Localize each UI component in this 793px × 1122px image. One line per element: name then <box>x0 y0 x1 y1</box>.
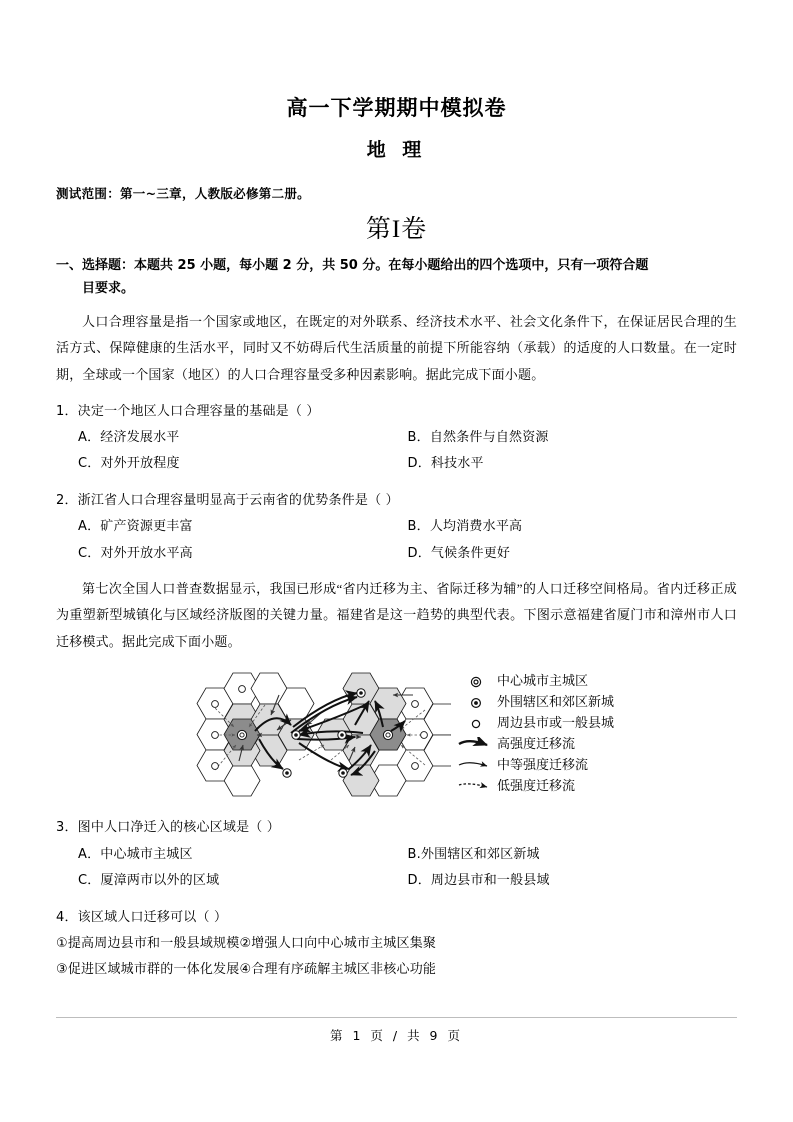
question-2-stem: 2．浙江省人口合理容量明显高于云南省的优势条件是（ ） <box>56 493 399 509</box>
question-3-options <box>56 842 737 895</box>
instruction-block <box>56 255 737 301</box>
question-2-options <box>56 514 737 567</box>
double-circle-icon <box>455 674 497 690</box>
legend-label-suburban: 外围辖区和郊区新城 <box>496 695 614 711</box>
legend-row-low-flow <box>455 776 614 797</box>
passage-migration: 第七次全国人口普查数据显示，我国已形成“省内迁移为主、省际迁移为辅”的人口迁移空间格局。省内迁移正成为重塑新型城镇化与区域经济版图的关键力量。福建省是这一趋势的典型代表。下图示意福建省厦门市和漳州市人口迁移模式。据此完成下面小题。 <box>56 580 737 649</box>
question-3 <box>56 818 737 894</box>
page-footer: 第 1 页 / 共 9 页 <box>330 1028 463 1043</box>
question-1-option-a[interactable]: A．经济发展水平 <box>78 429 180 445</box>
section-title: 第I卷 <box>365 215 428 243</box>
question-2-option-c[interactable]: C．对外开放水平高 <box>78 545 193 561</box>
dot-circle-icon <box>455 695 497 711</box>
question-1-option-b[interactable]: B．自然条件与自然资源 <box>407 429 549 445</box>
legend-label-low-flow: 低强度迁移流 <box>496 779 575 795</box>
medium-arrow-icon <box>455 758 497 774</box>
question-2-option-d[interactable]: D．气候条件更好 <box>407 545 511 561</box>
question-1-option-c[interactable]: C．对外开放程度 <box>78 456 180 472</box>
question-1-stem: 1．决定一个地区人口合理容量的基础是（ ） <box>56 403 320 419</box>
legend-row-main-city <box>455 671 614 692</box>
figure-migration-model <box>56 665 737 805</box>
page-title: 高一下学期期中模拟卷 <box>286 96 507 120</box>
figure-legend <box>455 665 614 797</box>
legend-label-medium-flow: 中等强度迁移流 <box>496 758 588 774</box>
legend-row-county <box>455 713 614 734</box>
question-4-option-line-2[interactable]: ③促进区域城市群的一体化发展④合理有序疏解主城区非核心功能 <box>56 961 437 977</box>
question-4-options <box>56 931 737 983</box>
legend-row-medium-flow <box>455 755 614 776</box>
question-1-options <box>56 425 737 478</box>
question-4-option-line-1[interactable]: ①提高周边县市和一般县域规模②增强人口向中心城市主城区集聚 <box>56 935 437 951</box>
instruction-line-2: 目要求。 <box>82 280 135 296</box>
passage-population-capacity: 人口合理容量是指一个国家或地区，在既定的对外联系、经济技术水平、社会文化条件下，在保证居民合理的生活方式、保障健康的生活水平，同时又不妨碍后代生活质量的前提下所能容纳（承载）的适度的人口数量。在一定时期，全球或一个国家（地区）的人口合理容量受多种因素影响。据此完成下面小题。 <box>56 313 737 383</box>
question-1 <box>56 402 737 478</box>
legend-label-main-city: 中心城市主城区 <box>496 674 588 690</box>
question-4 <box>56 908 737 983</box>
open-circle-icon <box>455 716 497 732</box>
question-2 <box>56 491 737 567</box>
question-2-option-b[interactable]: B．人均消费水平高 <box>407 519 523 535</box>
hex-migration-diagram <box>179 665 451 805</box>
question-3-option-c[interactable]: C．厦漳两市以外的区域 <box>78 873 220 889</box>
scope-line: 测试范围：第一~三章，人教版必修第二册。 <box>56 185 310 201</box>
subject-title: 地 理 <box>366 139 427 162</box>
legend-row-high-flow <box>455 734 614 755</box>
footer-divider <box>56 1017 737 1018</box>
legend-label-high-flow: 高强度迁移流 <box>496 737 575 753</box>
dashed-arrow-icon <box>455 779 497 795</box>
hex-grid <box>197 673 451 796</box>
question-3-option-d[interactable]: D．周边县市和一般县域 <box>407 873 550 889</box>
legend-row-suburban <box>455 692 614 713</box>
legend-label-county: 周边县市或一般县城 <box>496 716 614 732</box>
question-3-option-b[interactable]: B.外围辖区和郊区新城 <box>407 846 540 862</box>
thick-arrow-icon <box>455 737 497 753</box>
question-4-stem: 4．该区域人口迁移可以（ ） <box>56 909 228 925</box>
instruction-line-1: 一、选择题：本题共 25 小题，每小题 2 分，共 50 分。在每小题给出的四个选项中，只有一项符合题 <box>56 258 649 274</box>
question-3-option-a[interactable]: A．中心城市主城区 <box>78 846 193 862</box>
question-2-option-a[interactable]: A．矿产资源更丰富 <box>78 519 193 535</box>
question-3-stem: 3．图中人口净迁入的核心区域是（ ） <box>56 820 281 836</box>
question-1-option-d[interactable]: D．科技水平 <box>407 456 484 472</box>
